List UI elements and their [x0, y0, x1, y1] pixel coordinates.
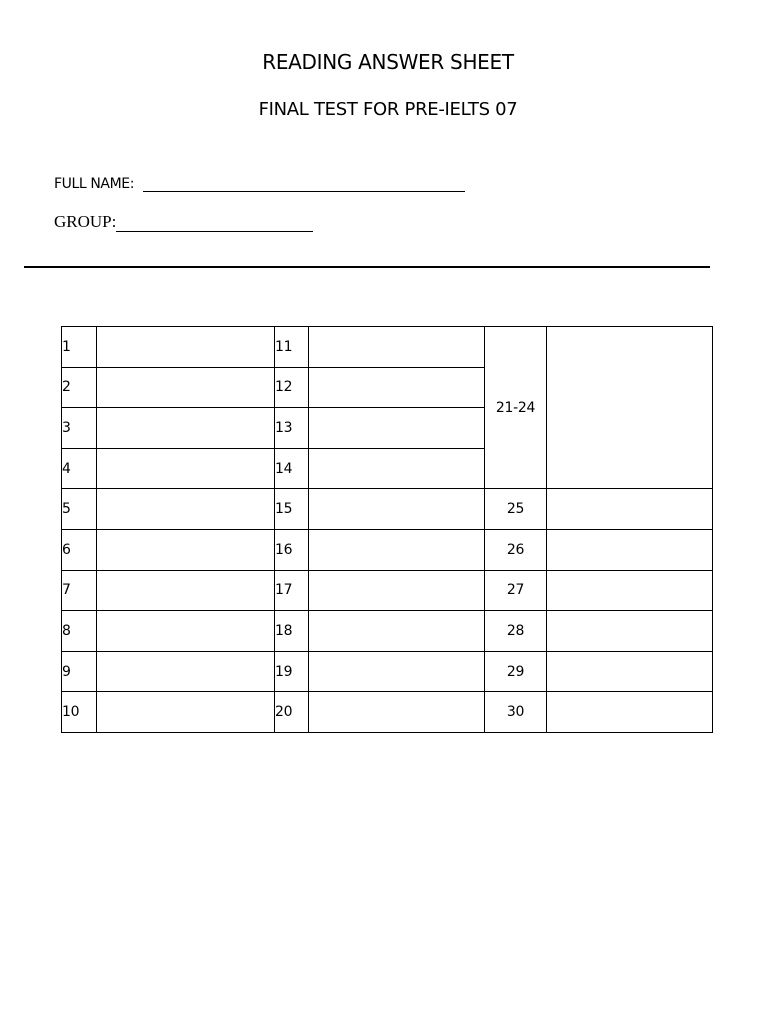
question-number: 15 [275, 489, 309, 530]
answer-cell[interactable] [97, 651, 275, 692]
question-number: 17 [275, 570, 309, 611]
question-group-number: 21-24 [485, 327, 547, 489]
answer-cell[interactable] [97, 529, 275, 570]
question-number: 29 [485, 651, 547, 692]
answer-cell[interactable] [547, 529, 713, 570]
answer-table [61, 326, 713, 733]
question-number: 11 [275, 327, 309, 368]
answer-cell[interactable] [309, 529, 485, 570]
question-number: 7 [62, 570, 97, 611]
full-name-blank[interactable] [143, 177, 465, 192]
question-number: 12 [275, 367, 309, 408]
question-number: 9 [62, 651, 97, 692]
page-title: READING ANSWER SHEET [262, 50, 514, 74]
question-number: 5 [62, 489, 97, 530]
answer-cell[interactable] [309, 651, 485, 692]
question-number: 8 [62, 611, 97, 652]
answer-cell[interactable] [309, 408, 485, 449]
answer-cell[interactable] [309, 367, 485, 408]
question-number: 18 [275, 611, 309, 652]
answer-cell[interactable] [97, 367, 275, 408]
answer-cell[interactable] [309, 570, 485, 611]
table-row [62, 651, 713, 692]
answer-cell[interactable] [97, 611, 275, 652]
question-number: 26 [485, 529, 547, 570]
question-number: 25 [485, 489, 547, 530]
question-number: 20 [275, 692, 309, 733]
answer-cell[interactable] [547, 611, 713, 652]
question-number: 3 [62, 408, 97, 449]
table-row [62, 489, 713, 530]
question-number: 13 [275, 408, 309, 449]
answer-cell[interactable] [547, 692, 713, 733]
table-row [62, 611, 713, 652]
page-subtitle: FINAL TEST FOR PRE-IELTS 07 [258, 99, 518, 120]
question-number: 27 [485, 570, 547, 611]
question-number: 19 [275, 651, 309, 692]
answer-cell[interactable] [97, 570, 275, 611]
answer-cell[interactable] [309, 489, 485, 530]
question-number: 30 [485, 692, 547, 733]
table-row [62, 529, 713, 570]
section-divider [24, 266, 710, 268]
answer-cell[interactable] [309, 327, 485, 368]
question-number: 28 [485, 611, 547, 652]
question-number: 2 [62, 367, 97, 408]
group-label: GROUP: [54, 212, 117, 231]
answer-cell[interactable] [97, 408, 275, 449]
group-row [54, 212, 313, 232]
answer-cell[interactable] [97, 327, 275, 368]
answer-cell[interactable] [309, 448, 485, 489]
table-row [62, 692, 713, 733]
answer-cell[interactable] [97, 448, 275, 489]
question-number: 10 [62, 692, 97, 733]
answer-cell[interactable] [547, 651, 713, 692]
full-name-label: FULL NAME: [54, 176, 135, 192]
table-row [62, 327, 713, 368]
answer-cell[interactable] [309, 692, 485, 733]
question-number: 1 [62, 327, 97, 368]
question-number: 16 [275, 529, 309, 570]
question-number: 6 [62, 529, 97, 570]
answer-cell[interactable] [97, 489, 275, 530]
answer-cell[interactable] [547, 489, 713, 530]
answer-cell-group[interactable] [547, 327, 713, 489]
table-row [62, 570, 713, 611]
answer-cell[interactable] [97, 692, 275, 733]
answer-cell[interactable] [309, 611, 485, 652]
answer-cell[interactable] [547, 570, 713, 611]
full-name-row [54, 176, 465, 192]
question-number: 14 [275, 448, 309, 489]
question-number: 4 [62, 448, 97, 489]
group-blank[interactable] [116, 217, 313, 232]
